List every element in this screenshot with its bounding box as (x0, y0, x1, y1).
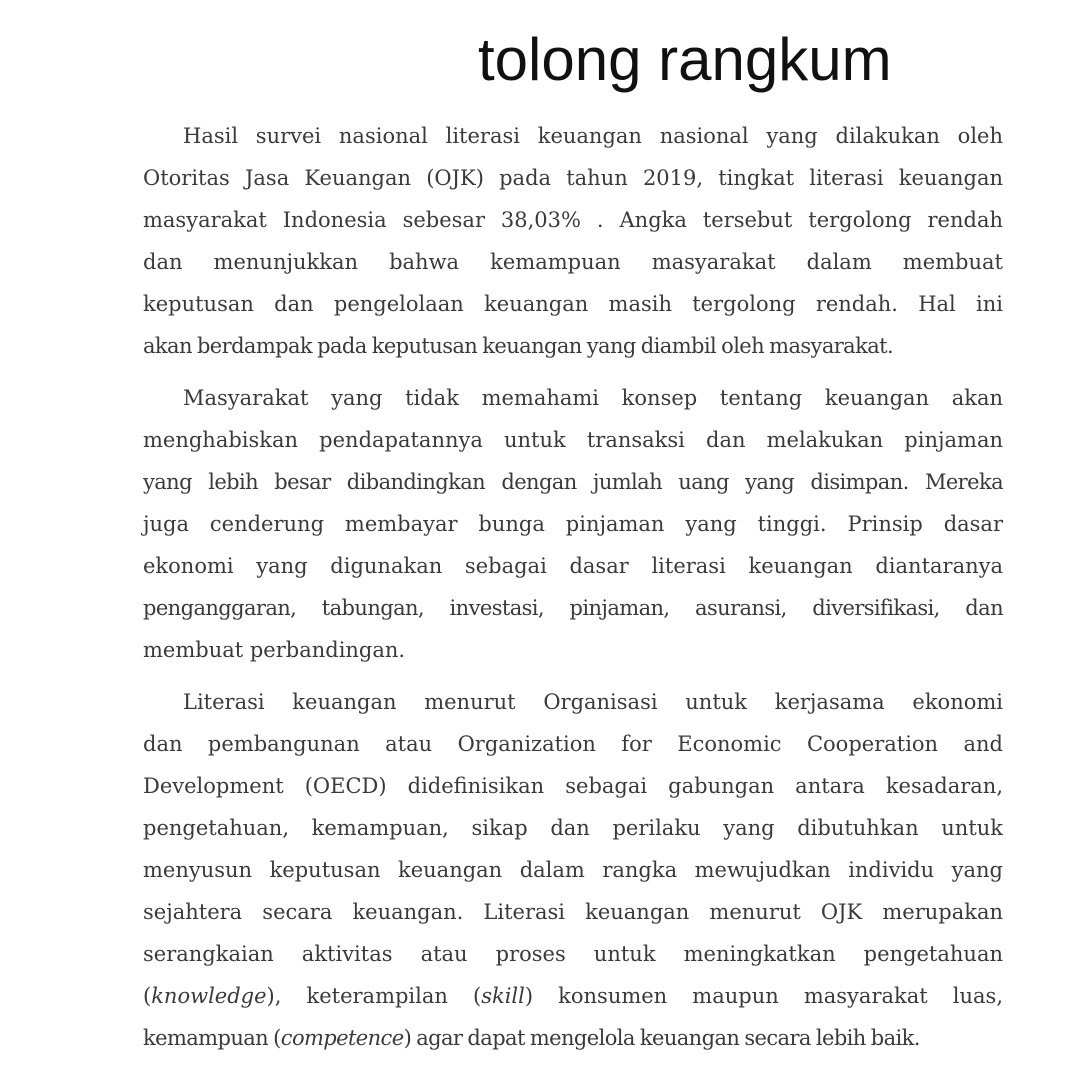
paragraph-konsep-keuangan (143, 377, 1003, 671)
paragraph-definisi-oecd-ojk (143, 681, 1003, 1059)
text-line: Development (OECD) didefinisikan sebagai gabungan antara kesadaran, (143, 774, 1003, 798)
caption-tolong-rangkum: tolong rangkum (478, 26, 892, 93)
text-line: keputusan dan pengelolaan keuangan masih tergolong rendah. Hal ini (143, 292, 1003, 316)
text-line: ekonomi yang digunakan sebagai dasar literasi keuangan diantaranya (143, 554, 1003, 578)
italic-term-knowledge: knowledge (151, 984, 267, 1008)
text-line: akan berdampak pada keputusan keuangan yang diambil oleh masyarakat. (143, 334, 894, 358)
text-line: dan menunjukkan bahwa kemampuan masyarakat dalam membuat (143, 250, 1003, 274)
text-fragment: ), keterampilan ( (266, 984, 482, 1008)
text-line: masyarakat Indonesia sebesar 38,03% . Angka tersebut tergolong rendah (143, 208, 1003, 232)
text-line: juga cenderung membayar bunga pinjaman yang tinggi. Prinsip dasar (143, 512, 1003, 536)
text-line: yang lebih besar dibandingkan dengan jumlah uang yang disimpan. Mereka (143, 470, 1003, 494)
text-line: dan pembangunan atau Organization for Economic Cooperation and (143, 732, 1003, 756)
text-line (143, 975, 1003, 1017)
text-line: Hasil survei nasional literasi keuangan nasional yang dilakukan oleh (183, 124, 1003, 148)
text-fragment: ) konsumen maupun masyarakat luas, (524, 984, 1003, 1008)
text-fragment: ( (143, 984, 152, 1008)
italic-term-competence: competence (280, 1026, 404, 1050)
text-line: Masyarakat yang tidak memahami konsep tentang keuangan akan (183, 386, 1003, 410)
text-fragment: kemampuan ( (143, 1026, 281, 1050)
text-line: membuat perbandingan. (143, 638, 406, 662)
text-fragment: ) agar dapat mengelola keuangan secara lebih baik. (403, 1026, 920, 1050)
document-page (143, 115, 1003, 1069)
text-line: serangkaian aktivitas atau proses untuk meningkatkan pengetahuan (143, 942, 1003, 966)
text-line: menyusun keputusan keuangan dalam rangka mewujudkan individu yang (143, 858, 1003, 882)
text-line: Otoritas Jasa Keuangan (OJK) pada tahun 2019, tingkat literasi keuangan (143, 166, 1003, 190)
paragraph-survei-ojk (143, 115, 1003, 367)
text-line: pengetahuan, kemampuan, sikap dan perilaku yang dibutuhkan untuk (143, 816, 1003, 840)
text-line: Literasi keuangan menurut Organisasi untuk kerjasama ekonomi (183, 690, 1003, 714)
italic-term-skill: skill (481, 984, 525, 1008)
text-line: sejahtera secara keuangan. Literasi keuangan menurut OJK merupakan (143, 900, 1003, 924)
text-line (143, 1017, 1003, 1059)
text-line: menghabiskan pendapatannya untuk transaksi dan melakukan pinjaman (143, 428, 1003, 452)
text-line: penganggaran, tabungan, investasi, pinjaman, asuransi, diversifikasi, dan (143, 596, 1003, 620)
